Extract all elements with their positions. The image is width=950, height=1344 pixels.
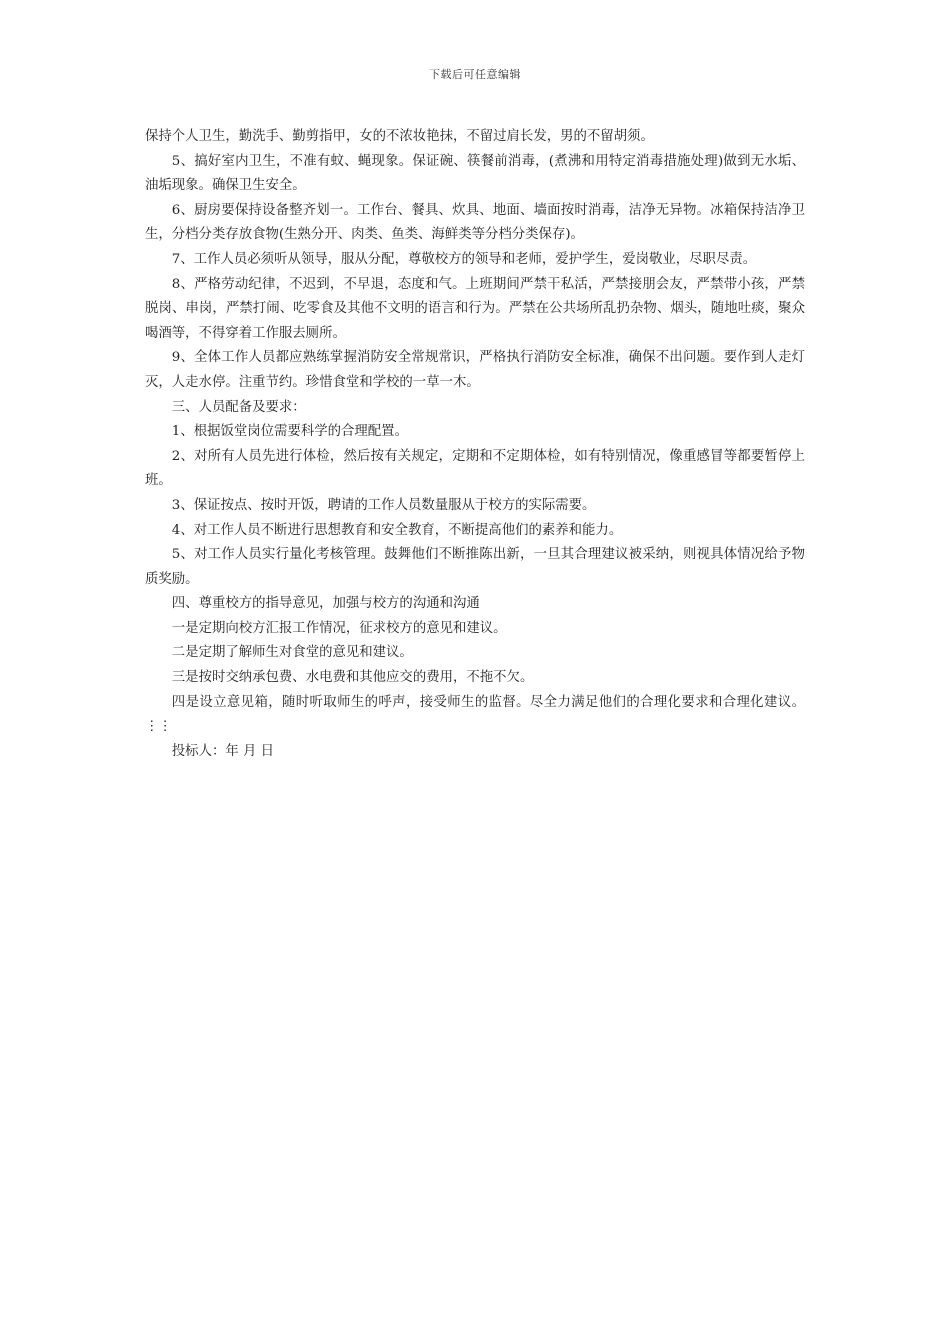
paragraph-communication-1: 一是定期向校方汇报工作情况，征求校方的意见和建议。 [171,620,507,636]
section-heading-staffing: 三、人员配备及要求： [171,399,306,415]
header-note: 下载后可任意编辑 [429,68,521,81]
signature-line: 投标人：年 月 日 [171,743,275,759]
paragraph-staffing-3: 3、保证按点、按时开饭，聘请的工作人员数量服从于校方的实际需要。 [171,497,596,513]
paragraph-hygiene: 保持个人卫生，勤洗手、勤剪指甲，女的不浓妆艳抹，不留过肩长发，男的不留胡须。 [145,129,654,144]
paragraph-item-6-kitchen: 6、厨房要保持设备整齐划一。工作台、餐具、炊具、地面、墙面按时消毒，洁净无异物。冰箱保持洁净卫生，分档分类存放食物(生熟分开、肉类、鱼类、海鲜类等分档分类保存)。 [145,202,805,243]
document-body [145,125,805,764]
paragraph-item-7-obedience: 7、工作人员必须听从领导，服从分配，尊敬校方的领导和老师，爱护学生，爱岗敬业，尽职尽责。 [171,251,757,267]
paragraph-communication-2: 二是定期了解师生对食堂的意见和建议。 [171,645,413,661]
section-heading-communication: 四、尊重校方的指导意见，加强与校方的沟通和沟通 [171,596,480,612]
paragraph-staffing-1: 1、根据饭堂岗位需要科学的合理配置。 [171,424,408,440]
paragraph-item-9-fire-safety: 9、全体工作人员都应熟练掌握消防安全常规常识，严格执行消防安全标准，确保不出问题。要作到人走灯灭，人走水停。注重节约。珍惜食堂和学校的一草一木。 [145,350,805,390]
paragraph-staffing-4: 4、对工作人员不断进行思想教育和安全教育，不断提高他们的素养和能力。 [171,522,623,538]
paragraph-staffing-5: 5、对工作人员实行量化考核管理。鼓舞他们不断推陈出新，一旦其合理建议被采纳，则视具体情况给予物质奖励。 [145,547,805,587]
paragraph-staffing-2: 2、对所有人员先进行体检，然后按有关规定，定期和不定期体检，如有特别情况，像重感冒等都要暂停上班。 [145,448,805,489]
paragraph-communication-4: 四是设立意见箱，随时听取师生的呼声，接受师生的监督。尽全力满足他们的合理化要求和合理化建议。⋮⋮ [145,694,805,735]
paragraph-communication-3: 三是按时交纳承包费、水电费和其他应交的费用，不拖不欠。 [171,670,534,686]
paragraph-item-8-discipline: 8、严格劳动纪律，不迟到，不早退，态度和气。上班期间严禁干私活，严禁接朋会友，严禁带小孩，严禁脱岗、串岗，严禁打闹、吃零食及其他不文明的语言和行为。严禁在公共场所乱扔杂物、烟头，随地吐痰，聚众喝酒等，不得穿着工作服去厕所。 [145,276,805,341]
paragraph-item-5-cleaning: 5、搞好室内卫生，不准有蚊、蝇现象。保证碗、筷餐前消毒，(煮沸和用特定消毒措施处理)做到无水垢、油垢现象。确保卫生安全。 [145,153,805,194]
